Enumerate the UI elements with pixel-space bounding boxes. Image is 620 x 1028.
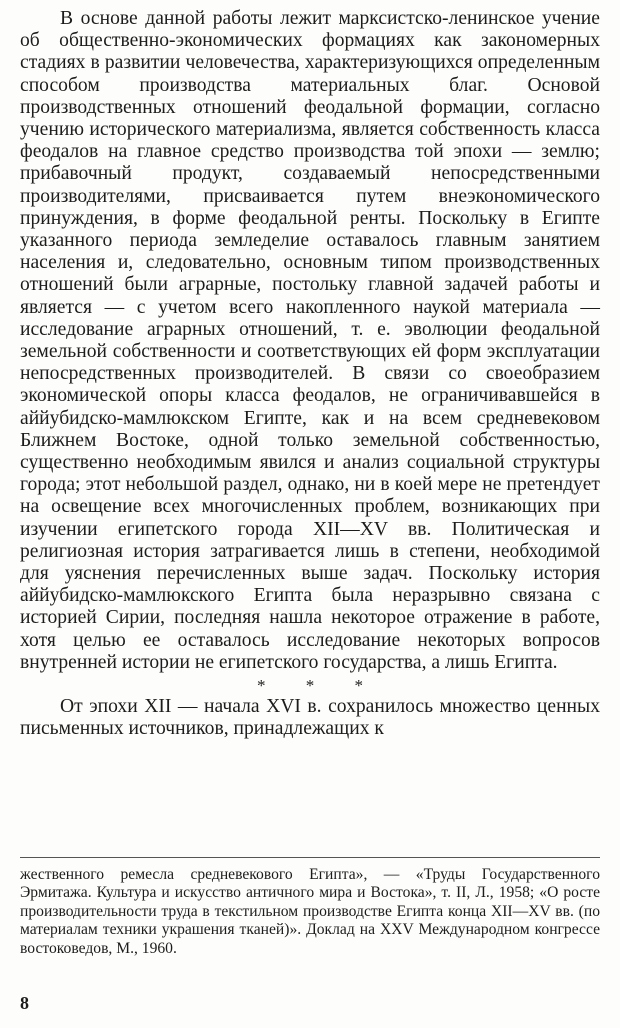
footnote: жественного ремесла средневекового Египта», — «Труды Государственного Эрмитажа. Культура и искусство античного мира и Востока», т. II, Л., 1958; «О росте производительности труда в текстильном производстве Египта конца XII—XV вв. (по материалам техники украшения тканей)». Доклад на XXV Международном конгрессе востоковедов, М., 1960.: [20, 866, 600, 957]
page-number: 8: [20, 993, 29, 1013]
paragraph-introduction: В основе данной работы лежит марксистско-ленинское учение об общественно-экономических формациях как закономерных стадиях в развитии человечества, характеризующихся определенным способом производства материальных благ. Основой производственных отношений феодальной формации, согласно учению исторического материализма, является собственность класса феодалов на главное средство производства той эпохи — землю; прибавочный продукт, создаваемый непосредственными производителями, присваивается путем внеэкономического принуждения, в форме феодальной ренты. Поскольку в Египте указанного периода земледелие оставалось главным занятием населения и, следовательно, основным типом производственных отношений были аграрные, постольку главной задачей работы и является — с учетом всего накопленного наукой материала — исследование аграрных отношений, т. е. эволюции феодальной земельной собственности и соответствующих ей форм эксплуатации непосредственных производителей. В связи со своеобразием экономической опоры класса феодалов, не ограничивавшейся в аййубидско-мамлюкском Египте, как и на всем средневековом Ближнем Востоке, одной только земельной собственностью, существенно необходимым явился и анализ социальной структуры города; этот небольшой раздел, однако, ни в коей мере не претендует на освещение всех многочисленных проблем, возникающих при изучении египетского города XII—XV вв. Политическая и религиозная история затрагивается лишь в степени, необходимой для уяснения перечисленных выше задач. Поскольку история аййубидско-мамлюкского Египта была неразрывно связана с историей Сирии, последняя нашла некоторое отражение в работе, хотя целью ее оставалось исследование некоторых вопросов внутренней истории не египетского государства, а лишь Египта.: [20, 8, 600, 673]
main-text: [20, 8, 600, 741]
footnote-divider: [20, 857, 600, 858]
section-separator: * * *: [257, 676, 381, 696]
paragraph-sources: От эпохи XII — начала XVI в. сохранилось множество ценных письменных источников, принадлежащих к: [20, 696, 600, 740]
